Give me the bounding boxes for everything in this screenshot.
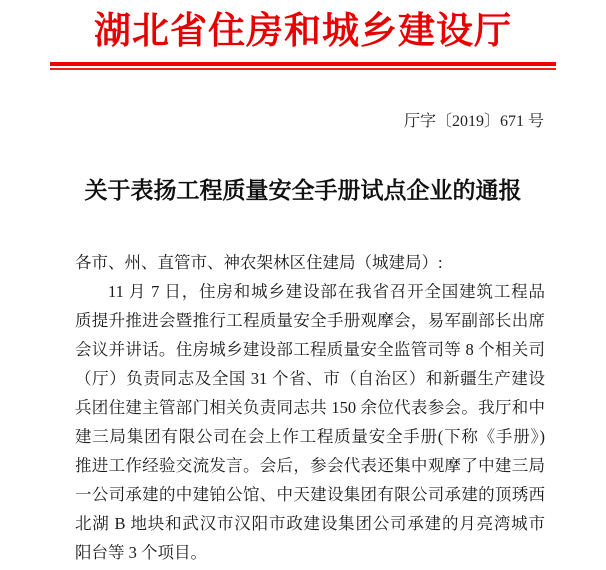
letterhead-agency-name: 湖北省住房和城乡建设厅: [94, 11, 512, 52]
body-line: 阳台等 3 个项目。: [75, 543, 207, 562]
body-line: 会议并讲话。住房城乡建设部工程质量安全监管司等 8 个相关司: [75, 340, 545, 359]
red-double-rule: [50, 62, 556, 70]
body-line: 北湖 B 地块和武汉市汉阳市政建设集团公司承建的月亮湾城市: [75, 514, 545, 533]
body-line: 11 月 7 日，住房和城乡建设部在我省召开全国建筑工程品: [108, 282, 545, 301]
body-line: 一公司承建的中建铂公馆、中天建设集团有限公司承建的顶琇西: [75, 485, 545, 504]
notice-title: 关于表扬工程质量安全手册试点企业的通报: [84, 178, 522, 203]
notice-body: [75, 248, 545, 567]
red-rule-thin: [50, 68, 556, 70]
document-number: 厅字〔2019〕671 号: [403, 113, 544, 130]
salutation-line: 各市、州、直管市、神农架林区住建局（城建局）:: [75, 253, 443, 272]
body-line: 兵团住建主管部门相关负责同志共 150 余位代表参会。我厅和中: [75, 398, 545, 417]
red-rule-thick: [50, 62, 556, 66]
body-line: （厅）负责同志及全国 31 个省、市（自治区）和新疆生产建设: [75, 369, 545, 388]
body-line: 推进工作经验交流发言。会后，参会代表还集中观摩了中建三局: [75, 456, 545, 475]
body-line: 质提升推进会暨推行工程质量安全手册观摩会，易军副部长出席: [75, 311, 545, 330]
body-line: 建三局集团有限公司在会上作工程质量安全手册(下称《手册》): [75, 427, 545, 446]
